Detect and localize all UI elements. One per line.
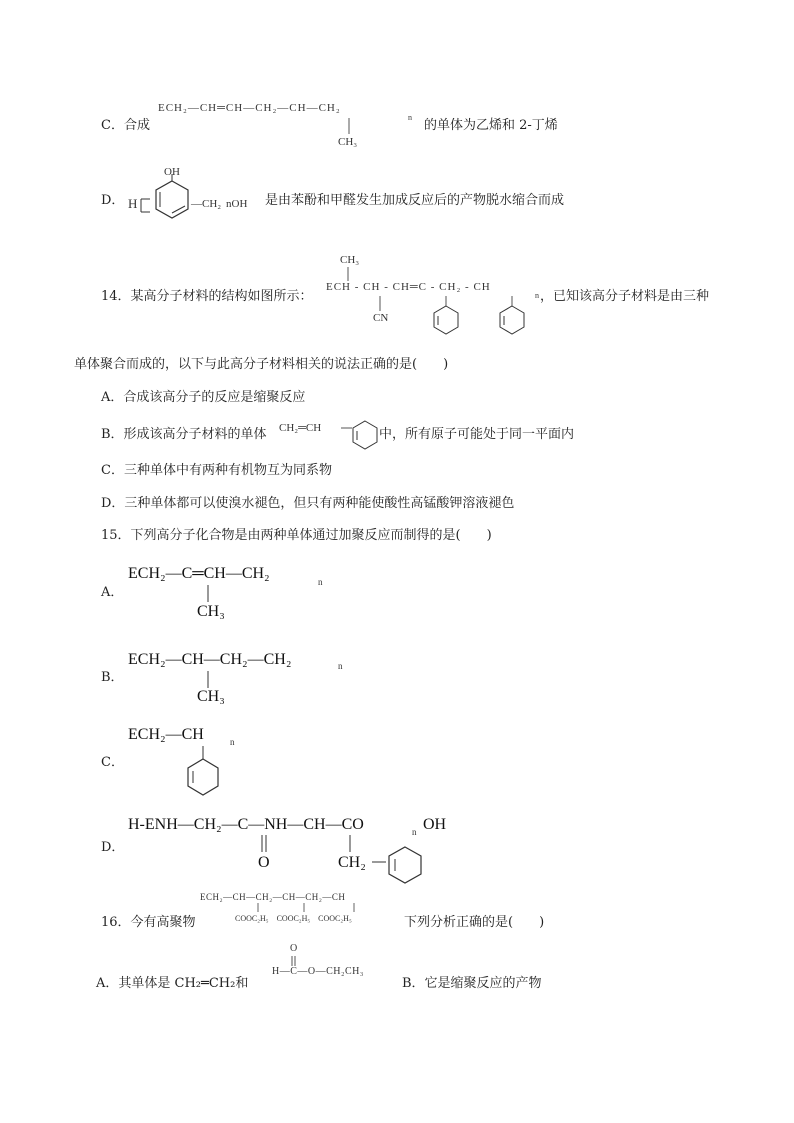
option-15a-label: A．	[101, 585, 124, 600]
formula-15b-branch: CH₃	[197, 688, 225, 705]
option-14b-pre: B．形成该高分子材料的单体	[101, 427, 267, 442]
formula-15d-end: OH	[423, 816, 447, 833]
formula-14-main: ECH - CH - CH═C - CH₂ - CH	[326, 281, 491, 293]
formula-13c-n: n	[408, 113, 412, 122]
formula-16a-o: O	[290, 943, 298, 954]
q16-stem-b: 下列分析正确的是( )	[404, 915, 545, 930]
formula-14-ch3: CH₃	[340, 254, 360, 266]
q15-stem: 15．下列高分子化合物是由两种单体通过加聚反应而制得的是( )	[101, 528, 492, 543]
subscript-n: n	[412, 827, 417, 837]
formula-13d-ch2: —CH₂	[191, 198, 222, 210]
q14-stem-b: ，已知该高分子材料是由三种	[540, 289, 710, 304]
option-13d-text: 是由苯酚和甲醛发生加成反应后的产物脱水缩合而成	[265, 193, 565, 208]
option-16b: B．它是缩聚反应的产物	[402, 976, 542, 991]
option-15d-label: D．	[101, 840, 125, 855]
formula-15d-main: H-ENH—CH₂—C—NH—CH—CO	[128, 816, 364, 833]
formula-16-main: ECH₂—CH—CH₂—CH—CH₂—CH	[200, 892, 346, 902]
formula-15b-main: ECH₂—CH—CH₂—CH₂	[128, 651, 292, 668]
option-16a-pre: A．其单体是 CH₂═CH₂和	[96, 976, 249, 991]
q14-stem-c: 单体聚合而成的，以下与此高分子材料相关的说法正确的是( )	[74, 357, 449, 372]
option-14b-post: 中，所有原子可能处于同一平面内	[379, 427, 575, 442]
formula-14b: CH₂═CH	[279, 422, 322, 434]
subscript-n: n	[338, 661, 343, 671]
formula-15c-main: ECH₂—CH	[128, 726, 204, 743]
subscript-n: n	[230, 737, 235, 747]
formula-15a-branch: CH₃	[197, 603, 225, 620]
formula-13c-main: ECH₂—CH═CH—CH₂—CH—CH₂	[158, 102, 341, 114]
option-13c-text: 的单体为乙烯和 2-丁烯	[424, 118, 558, 133]
formula-13d-h: H	[128, 196, 138, 211]
option-14a: A．合成该高分子的反应是缩聚反应	[101, 390, 306, 405]
formula-15d-ch2: CH₂	[338, 854, 366, 871]
formula-13d-oh: OH	[164, 166, 180, 178]
option-15b-label: B．	[101, 670, 124, 685]
formula-16a-main: H—C—O—CH₂CH₃	[272, 966, 364, 977]
option-14c: C．三种单体中有两种有机物互为同系物	[101, 463, 332, 478]
formula-14-n: n	[535, 291, 539, 300]
q14-stem-a: 14．某高分子材料的结构如图所示：	[101, 289, 313, 304]
option-13d-label: D．	[101, 193, 125, 208]
formula-15d-o: O	[258, 854, 270, 871]
q16-stem-a: 16．今有高聚物	[101, 915, 196, 930]
formula-13d-noh: nOH	[226, 198, 248, 210]
formula-15a-main: ECH₂—C═CH—CH₂	[128, 565, 270, 582]
subscript-n: n	[318, 577, 323, 587]
formula-14-cn: CN	[373, 312, 389, 324]
option-13c-label: C．合成	[101, 118, 150, 133]
option-14d: D．三种单体都可以使溴水褪色，但只有两种能使酸性高锰酸钾溶液褪色	[101, 496, 515, 511]
formula-13c-branch: CH₃	[338, 136, 358, 148]
option-15c-label: C．	[101, 755, 124, 770]
formula-16-sub: COOC₂H₅ COOC₂H₅ COOC₂H₅	[235, 914, 352, 923]
